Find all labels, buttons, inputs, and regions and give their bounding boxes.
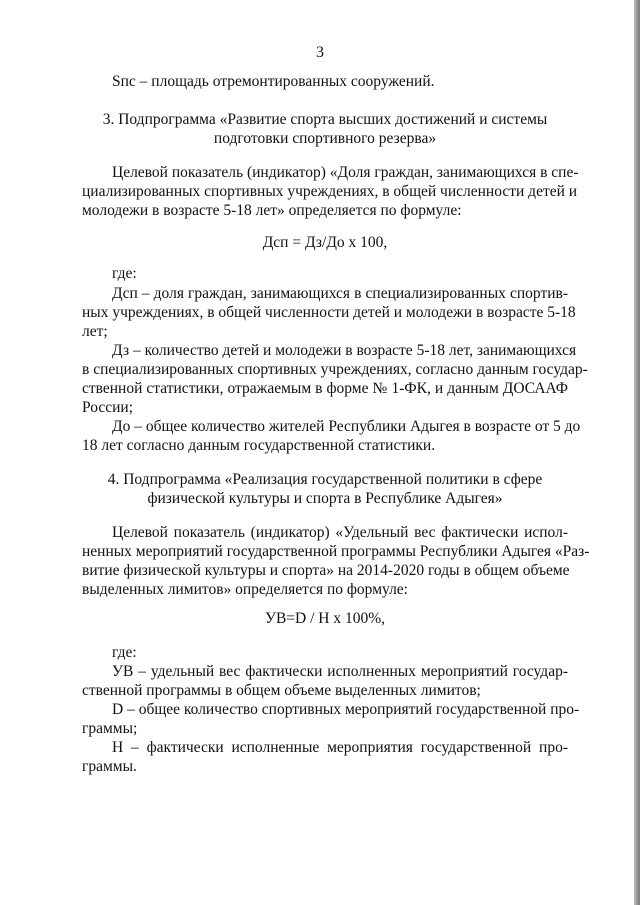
paragraph-line: витие физической культуры и спорта» на 2014-2020 годы в общем объеме <box>82 562 570 579</box>
paragraph-line: Целевой показатель (индикатор) «Доля граждан, занимающихся в спе- <box>112 164 579 181</box>
paragraph-line: До – общее количество жителей Республики Адыгея в возрасте от 5 до <box>112 418 581 435</box>
paragraph-line: 18 лет согласно данным государственной статистики. <box>82 437 436 454</box>
page-number: 3 <box>316 44 324 61</box>
paragraph-line: в специализированных спортивных учреждениях, согласно данным государ- <box>82 361 588 378</box>
paragraph-line: Дсп – доля граждан, занимающихся в специализированных спортив- <box>112 285 568 302</box>
section-heading-4: 4. Подпрограмма «Реализация государственной политики в сфере <box>107 471 543 488</box>
section-heading-4: физической культуры и спорта в Республике Адыгея» <box>147 490 503 507</box>
formula: УВ=D / Н х 100%, <box>264 610 386 627</box>
paragraph-line: D – общее количество спортивных мероприятий государственной про- <box>112 701 580 718</box>
paragraph-line: граммы. <box>82 758 137 775</box>
paragraph-line: где: <box>112 265 137 282</box>
paragraph-line: России; <box>82 399 134 416</box>
paragraph-line: Целевой показатель (индикатор) «Удельный вес фактически испол- <box>112 524 568 541</box>
paragraph-line: Sпс – площадь отремонтированных сооружений. <box>112 73 435 90</box>
paragraph-line: ственной программы в общем объеме выделенных лимитов; <box>82 682 481 699</box>
paragraph-line: Дз – количество детей и молодежи в возрасте 5-18 лет, занимающихся <box>112 342 577 359</box>
paragraph-line: Н – фактически исполненные мероприятия государственной про- <box>112 739 568 756</box>
paragraph-line: лет; <box>82 323 108 340</box>
formula: Дсп = Дз/До х 100, <box>262 234 388 251</box>
paragraph-line: ненных мероприятий государственной программы Республики Адыгея «Раз- <box>82 543 590 560</box>
section-heading-3: 3. Подпрограмма «Развитие спорта высших достижений и системы <box>102 111 548 128</box>
paragraph-line: циализированных спортивных учреждениях, в общей численности детей и <box>82 183 578 200</box>
paragraph-line: УВ – удельный вес фактически исполненных мероприятий государ- <box>112 663 568 680</box>
paragraph-line: граммы; <box>82 720 138 737</box>
paragraph-line: где: <box>112 644 137 661</box>
section-heading-3: подготовки спортивного резерва» <box>213 130 437 147</box>
paragraph-line: выделенных лимитов» определяется по формуле: <box>82 581 408 598</box>
scan-edge-shadow <box>634 0 640 905</box>
paragraph-line: молодежи в возрасте 5-18 лет» определяется по формуле: <box>82 202 462 219</box>
paragraph-line: ных учреждениях, в общей численности детей и молодежи в возрасте 5-18 <box>82 304 576 321</box>
paragraph-line: ственной статистики, отражаемым в форме № 1-ФК, и данным ДОСААФ <box>82 380 568 397</box>
